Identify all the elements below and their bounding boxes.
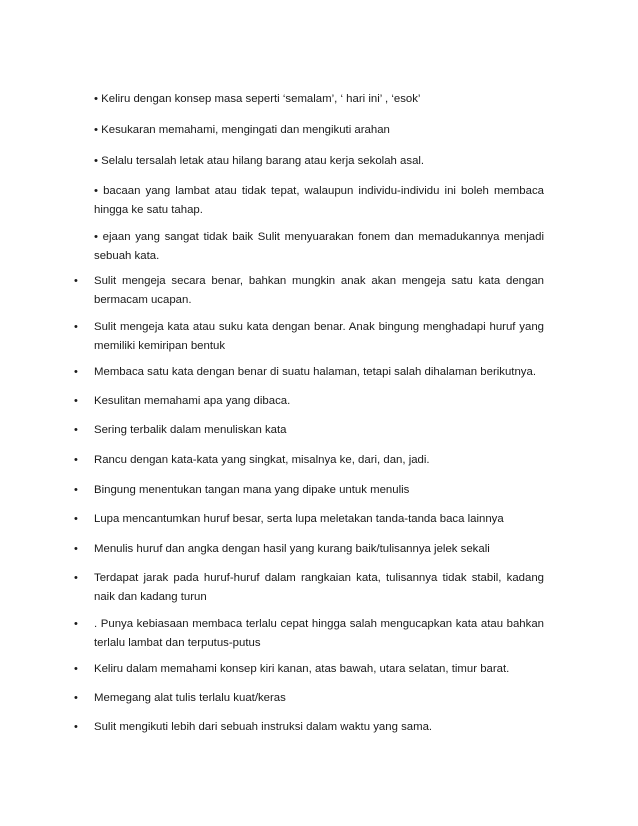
plain-item: • bacaan yang lambat atau tidak tepat, walaupun individu-individu ini boleh membaca hingga ke satu tahap. (94, 185, 544, 216)
bullet-icon: • (74, 366, 78, 378)
list-item (74, 569, 544, 607)
list-item-text: Sering terbalik dalam menuliskan kata (94, 424, 287, 436)
list-item (74, 318, 544, 356)
list-item (74, 540, 544, 559)
list-item (74, 718, 544, 737)
bullet-icon: • (74, 454, 78, 466)
list-item (74, 363, 544, 382)
list-item (74, 510, 544, 529)
bullet-icon: • (74, 618, 78, 630)
list-item-text: Memegang alat tulis terlalu kuat/keras (94, 692, 286, 704)
list-item (74, 421, 544, 440)
bullet-icon: • (74, 484, 78, 496)
plain-item: • Kesukaran memahami, mengingati dan mengikuti arahan (94, 124, 390, 136)
list-item-text: . Punya kebiasaan membaca terlalu cepat hingga salah mengucapkan kata atau bahkan terlalu lambat dan terputus-putus (94, 618, 544, 649)
list-item-text: Kesulitan memahami apa yang dibaca. (94, 395, 291, 407)
bullet-icon: • (74, 513, 78, 525)
list-item-text: Bingung menentukan tangan mana yang dipake untuk menulis (94, 484, 410, 496)
list-item (74, 689, 544, 708)
list-item (74, 615, 544, 653)
plain-item: • Selalu tersalah letak atau hilang barang atau kerja sekolah asal. (94, 155, 425, 167)
bullet-icon: • (74, 663, 78, 675)
list-item-text: Rancu dengan kata-kata yang singkat, misalnya ke, dari, dan, jadi. (94, 454, 430, 466)
list-item-text: Membaca satu kata dengan benar di suatu halaman, tetapi salah dihalaman berikutnya. (94, 366, 536, 378)
list-item (74, 392, 544, 411)
bullet-icon: • (74, 424, 78, 436)
list-item-text: Terdapat jarak pada huruf-huruf dalam rangkaian kata, tulisannya tidak stabil, kadang naik dan kadang turun (94, 572, 544, 603)
plain-item: • Keliru dengan konsep masa seperti ‘semalam’, ‘ hari ini’ , ‘esok’ (94, 93, 421, 105)
bullet-icon: • (74, 572, 78, 584)
plain-item: • ejaan yang sangat tidak baik Sulit menyuarakan fonem dan memadukannya menjadi sebuah kata. (94, 231, 544, 262)
bullet-icon: • (74, 321, 78, 333)
list-item-text: Sulit mengeja kata atau suku kata dengan benar. Anak bingung menghadapi huruf yang memiliki kemiripan bentuk (94, 321, 544, 352)
list-item-text: Sulit mengikuti lebih dari sebuah instruksi dalam waktu yang sama. (94, 721, 433, 733)
list-item-text: Sulit mengeja secara benar, bahkan mungkin anak akan mengeja satu kata dengan bermacam ucapan. (94, 275, 544, 306)
list-item (74, 481, 544, 500)
bullet-icon: • (74, 543, 78, 555)
bullet-icon: • (74, 275, 78, 287)
list-item (74, 272, 544, 310)
list-item-text: Menulis huruf dan angka dengan hasil yang kurang baik/tulisannya jelek sekali (94, 543, 490, 555)
bullet-icon: • (74, 395, 78, 407)
list-item-text: Keliru dalam memahami konsep kiri kanan, atas bawah, utara selatan, timur barat. (94, 663, 510, 675)
bullet-icon: • (74, 692, 78, 704)
list-item-text: Lupa mencantumkan huruf besar, serta lupa meletakan tanda-tanda baca lainnya (94, 513, 504, 525)
bullet-icon: • (74, 721, 78, 733)
list-item (74, 660, 544, 679)
list-item (74, 451, 544, 470)
